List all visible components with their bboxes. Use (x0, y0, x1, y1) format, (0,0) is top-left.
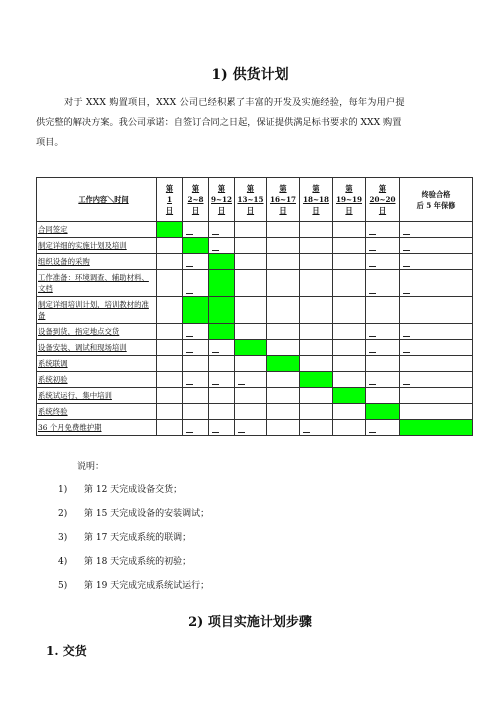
schedule-empty-cell (300, 340, 333, 356)
note-text: 第 15 天完成设备的安装调试； (84, 509, 210, 519)
schedule-empty-cell (209, 356, 235, 372)
task-name-cell: 系统终验 (37, 404, 157, 420)
schedule-empty-cell (157, 372, 183, 388)
schedule-empty-cell (157, 297, 183, 324)
table-row (37, 404, 473, 420)
schedule-empty-cell (267, 324, 300, 340)
schedule-mark-cell (366, 420, 400, 436)
schedule-mark-cell (366, 340, 400, 356)
header-label: 第 (246, 184, 255, 193)
schedule-empty-cell (235, 254, 267, 270)
header-day-column (209, 178, 235, 222)
schedule-empty-cell (267, 297, 300, 324)
schedule-active-cell (183, 297, 209, 324)
schedule-empty-cell (400, 388, 473, 404)
schedule-mark-cell (209, 222, 235, 238)
schedule-mark-cell (400, 254, 473, 270)
schedule-mark-cell (400, 238, 473, 254)
schedule-mark-cell (366, 372, 400, 388)
header-label: 第 (165, 184, 174, 193)
header-label: 工作内容＼时间 (78, 195, 129, 204)
note-text: 第 18 天完成系统的初验； (84, 557, 192, 567)
header-label: 第 (191, 184, 200, 193)
header-label: 后 5 年保修 (416, 200, 456, 210)
table-row (37, 270, 473, 297)
schedule-mark-cell (400, 340, 473, 356)
schedule-empty-cell (300, 356, 333, 372)
schedule-empty-cell (300, 404, 333, 420)
note-number: 3) (58, 533, 68, 543)
task-name-cell: 系统联调 (37, 356, 157, 372)
schedule-active-cell (300, 372, 333, 388)
header-label: 第 (345, 184, 353, 193)
schedule-mark-cell (183, 324, 209, 340)
header-label: 第 (312, 184, 320, 193)
note-item (58, 506, 209, 519)
schedule-empty-cell (267, 372, 300, 388)
note-number: 5) (58, 581, 68, 591)
schedule-empty-cell (267, 340, 300, 356)
schedule-active-cell (267, 356, 300, 372)
note-number: 4) (58, 557, 68, 567)
schedule-empty-cell (333, 340, 366, 356)
header-label: 2~8 (187, 195, 204, 204)
table-row (37, 388, 473, 404)
schedule-active-cell (209, 270, 235, 297)
schedule-active-cell (209, 297, 235, 324)
schedule-empty-cell (235, 297, 267, 324)
note-number: 2) (58, 509, 68, 519)
header-label: 第 (217, 184, 226, 193)
delivery-schedule-table (36, 177, 473, 436)
schedule-empty-cell (157, 238, 183, 254)
schedule-mark-cell (235, 420, 267, 436)
page-title: 1) 供货计划 (211, 67, 289, 83)
table-row (37, 372, 473, 388)
note-item (58, 554, 191, 567)
schedule-empty-cell (209, 404, 235, 420)
schedule-mark-cell (400, 270, 473, 297)
schedule-empty-cell (157, 356, 183, 372)
schedule-mark-cell (183, 270, 209, 297)
schedule-empty-cell (333, 372, 366, 388)
schedule-empty-cell (235, 404, 267, 420)
schedule-empty-cell (366, 297, 400, 324)
schedule-active-cell (209, 324, 235, 340)
schedule-empty-cell (300, 324, 333, 340)
table-row (37, 340, 473, 356)
schedule-empty-cell (183, 356, 209, 372)
schedule-empty-cell (183, 388, 209, 404)
header-label: 20~20 (369, 195, 396, 204)
header-label: 19~19 (335, 195, 363, 204)
header-label: 日 (191, 206, 200, 215)
table-row (37, 324, 473, 340)
intro-paragraph-line-2: 供完整的解决方案。我公司承诺：自签订合同之日起，保证提供满足标书要求的 XXX 购置 (36, 117, 402, 128)
schedule-empty-cell (333, 254, 366, 270)
schedule-active-cell (333, 388, 366, 404)
task-name-cell: 合同签定 (37, 222, 157, 238)
schedule-empty-cell (267, 420, 300, 436)
schedule-empty-cell (333, 222, 366, 238)
schedule-mark-cell (183, 420, 209, 436)
schedule-mark-cell (366, 222, 400, 238)
task-name-cell: 系统试运行、集中培训 (37, 388, 157, 404)
header-day-column (267, 178, 300, 222)
schedule-empty-cell (235, 324, 267, 340)
intro-paragraph-line-1: 对于 XXX 购置项目，XXX 公司已经积累了丰富的开发及实施经验，每年为用户提 (64, 97, 405, 108)
note-item (58, 578, 209, 591)
schedule-empty-cell (157, 420, 183, 436)
header-day-column (157, 178, 183, 222)
schedule-mark-cell (209, 420, 235, 436)
header-label: 9~12 (210, 195, 233, 204)
schedule-empty-cell (267, 388, 300, 404)
schedule-mark-cell (183, 340, 209, 356)
header-day-column (333, 178, 366, 222)
header-label: 日 (165, 206, 174, 215)
header-day-column (300, 178, 333, 222)
schedule-empty-cell (235, 238, 267, 254)
task-name-cell: 组织设备的采购 (37, 254, 157, 270)
schedule-mark-cell (183, 222, 209, 238)
note-item (58, 482, 182, 495)
schedule-mark-cell (209, 340, 235, 356)
schedule-empty-cell (366, 356, 400, 372)
table-row (37, 254, 473, 270)
schedule-header-row (37, 178, 473, 222)
schedule-mark-cell (366, 238, 400, 254)
schedule-mark-cell (366, 270, 400, 297)
header-day-column (235, 178, 267, 222)
note-item (58, 530, 191, 543)
task-name-cell: 制定详细培训计划，培训教材的准备 (37, 297, 157, 324)
schedule-mark-cell (235, 372, 267, 388)
schedule-empty-cell (333, 356, 366, 372)
task-name-cell: 设备到货，指定地点交货 (37, 324, 157, 340)
schedule-active-cell (366, 404, 400, 420)
schedule-active-cell (183, 238, 209, 254)
schedule-mark-cell (400, 324, 473, 340)
schedule-empty-cell (209, 388, 235, 404)
table-row (37, 297, 473, 324)
table-row (37, 222, 473, 238)
schedule-mark-cell (366, 254, 400, 270)
schedule-empty-cell (235, 388, 267, 404)
notes-label: 说明： (77, 462, 105, 472)
header-label: 日 (279, 206, 287, 215)
schedule-empty-cell (333, 420, 366, 436)
header-label: 日 (378, 206, 387, 215)
schedule-empty-cell (267, 270, 300, 297)
schedule-mark-cell (209, 372, 235, 388)
header-day-column (366, 178, 400, 222)
schedule-empty-cell (267, 238, 300, 254)
header-label: 1 (166, 195, 172, 204)
schedule-active-cell (209, 254, 235, 270)
schedule-empty-cell (300, 238, 333, 254)
schedule-empty-cell (157, 270, 183, 297)
schedule-empty-cell (157, 254, 183, 270)
header-day-column (183, 178, 209, 222)
schedule-empty-cell (400, 297, 473, 324)
header-label: 16~17 (269, 195, 297, 204)
header-label: 13~15 (237, 195, 264, 204)
schedule-empty-cell (267, 404, 300, 420)
schedule-empty-cell (333, 238, 366, 254)
schedule-empty-cell (333, 324, 366, 340)
table-row (37, 356, 473, 372)
header-label: 终验合格 (421, 189, 451, 199)
note-text: 第 19 天完成完成系统试运行； (84, 581, 210, 591)
schedule-empty-cell (333, 297, 366, 324)
schedule-mark-cell (209, 238, 235, 254)
schedule-active-cell (157, 222, 183, 238)
header-label: 日 (312, 206, 320, 215)
header-label: 18~18 (302, 195, 330, 204)
schedule-empty-cell (267, 254, 300, 270)
schedule-empty-cell (235, 222, 267, 238)
schedule-empty-cell (300, 297, 333, 324)
schedule-empty-cell (300, 254, 333, 270)
table-row (37, 238, 473, 254)
header-label: 第 (279, 184, 287, 193)
schedule-active-cell (400, 420, 473, 436)
schedule-empty-cell (333, 404, 366, 420)
schedule-mark-cell (183, 254, 209, 270)
schedule-empty-cell (300, 388, 333, 404)
schedule-mark-cell (400, 372, 473, 388)
header-task-column (37, 178, 157, 222)
schedule-mark-cell (366, 324, 400, 340)
schedule-active-cell (235, 340, 267, 356)
header-warranty-column (400, 178, 473, 222)
header-label: 日 (246, 206, 255, 215)
schedule-empty-cell (157, 324, 183, 340)
schedule-empty-cell (267, 222, 300, 238)
schedule-empty-cell (183, 404, 209, 420)
schedule-mark-cell (183, 372, 209, 388)
schedule-empty-cell (235, 356, 267, 372)
schedule-empty-cell (366, 388, 400, 404)
schedule-empty-cell (300, 270, 333, 297)
table-row (37, 420, 473, 436)
note-number: 1) (58, 485, 68, 495)
section-heading-delivery: 1. 交货 (46, 644, 87, 658)
header-label: 第 (378, 184, 387, 193)
task-name-cell: 制定详细的实施计划及培训 (37, 238, 157, 254)
schedule-mark-cell (400, 222, 473, 238)
task-name-cell: 工作准备：环境调查、辅助材料、文档 (37, 270, 157, 297)
schedule-empty-cell (235, 270, 267, 297)
schedule-empty-cell (157, 340, 183, 356)
schedule-empty-cell (400, 356, 473, 372)
intro-paragraph-line-3: 项目。 (36, 137, 64, 148)
schedule-empty-cell (333, 270, 366, 297)
schedule-empty-cell (300, 222, 333, 238)
task-name-cell: 设备安装、调试和现场培训 (37, 340, 157, 356)
schedule-empty-cell (400, 404, 473, 420)
header-label: 日 (345, 206, 353, 215)
section-title-implementation-steps: 2) 项目实施计划步骤 (188, 615, 312, 630)
schedule-empty-cell (157, 388, 183, 404)
schedule-mark-cell (300, 420, 333, 436)
note-text: 第 12 天完成设备交货； (84, 485, 183, 495)
task-name-cell: 系统初验 (37, 372, 157, 388)
schedule-empty-cell (157, 404, 183, 420)
task-name-cell: 36 个月免费维护期 (37, 420, 157, 436)
note-text: 第 17 天完成系统的联调； (84, 533, 192, 543)
header-label: 日 (217, 206, 226, 215)
